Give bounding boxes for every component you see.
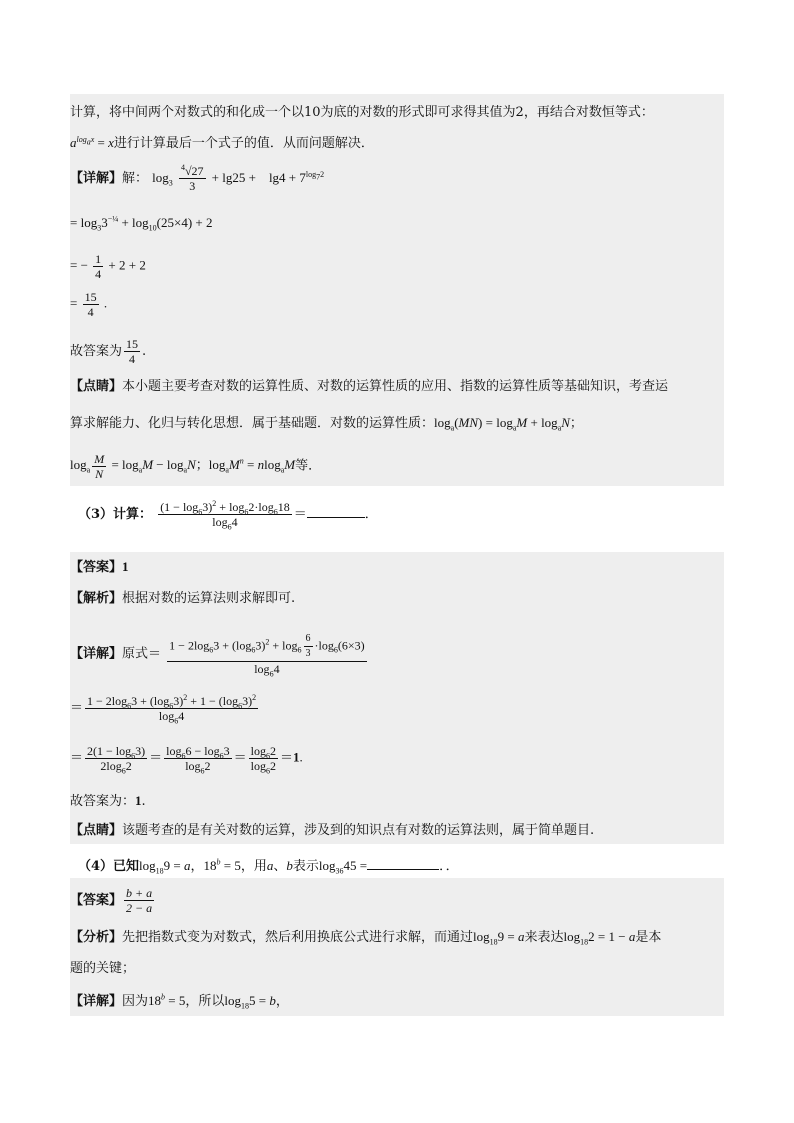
analysis-line: 题的关键； (70, 961, 136, 976)
step-line: = $\frac{15}{4}$ . (70, 290, 108, 319)
solution-block-part2 (70, 94, 724, 486)
solution-block-q4 (70, 878, 724, 1016)
step-line: ＝ $\frac{2(1 - \log_63)}{2\log_62}$ ＝ $\frac{\log_66 - \log_63}{\log_62}$ ＝ $\frac{\log_62}{\log_62}$ ＝1. (70, 744, 303, 776)
solution-block-q3 (70, 552, 724, 844)
answer-line: 【答案】1 (70, 559, 129, 575)
comment-line: 【点睛】该题考查的是有关对数的运算，涉及到的知识点有对数的运算法则，属于简单题目. (70, 823, 595, 838)
step-line: = $\log_33^{-\frac{1}{4}} + \log_{10}(25\times 4) + 2$ (70, 214, 213, 233)
comment-line: 算求解能力、化归与转化思想．属于基础题．对数的运算性质：$\log_a(MN) = \log_aM + \log_aN$； (70, 415, 583, 433)
comment-line: $\log_a$ $\frac{M}{N}$ = $\log_aM - \log_aN$；$\log_aM^n = nlog_aM$等． (70, 452, 322, 481)
question-4: （4）已知$\log_{18}9 = a$，$18^b = 5$，用a、b表示$\log_{36}45$ = ．． (78, 857, 459, 876)
answer-line: 【答案】 $\frac{b + a}{2 - a}$ (70, 886, 153, 915)
detail-line: 【详解】解： $\log_3$ $\frac{^4√27}{3}$ + lg25 + $\lg 4 + 7^{log_72}$ (70, 163, 325, 193)
question-3: （3）计算： $\frac{(1 - \log_63)^2 + \log_62\cdot\log_618}{\log_64}$ ＝ ． (78, 499, 378, 532)
detail-line: 【详解】因为$18^b = 5$，所以$\log_{18}5 = b$， (70, 992, 289, 1011)
identity-line: $a^{log_ax} = x$进行计算最后一个式子的值．从而问题解决． (70, 134, 374, 151)
step-line: ＝ $\frac{1 - 2\log_63 + (\log_63)^2 + 1 - (\log_63)^2}{\log_64}$ (70, 693, 257, 726)
analysis-line: 【解析】根据对数的运算法则求解即可. (70, 591, 296, 606)
text-line: 计算，将中间两个对数式的和化成一个以10为底的对数的形式即可求得其值为2，再结合对数恒等式： (70, 105, 654, 120)
answer-line: 故答案为 $\frac{15}{4}$ . (70, 337, 147, 366)
answer-line: 故答案为：1. (70, 793, 146, 809)
comment-line: 【点睛】本小题主要考查对数的运算性质、对数的运算性质的应用、指数的运算性质等基础知识，考查运 (70, 379, 669, 394)
detail-line: 【详解】原式＝ $1 - 2\log_63 + (\log_63)^2 + \log_6$ $\frac{6}{3}$ $\cdot\log_6(6\times 3)$ $\log_64$ (70, 633, 365, 679)
step-line: = − $\frac{1}{4}$ + 2 + 2 (70, 252, 146, 281)
analysis-line: 【分析】先把指数式变为对数式，然后利用换底公式进行求解，而通过$\log_{18}9 = a$来表达$\log_{18}2 = 1 - a$是本 (70, 929, 662, 947)
